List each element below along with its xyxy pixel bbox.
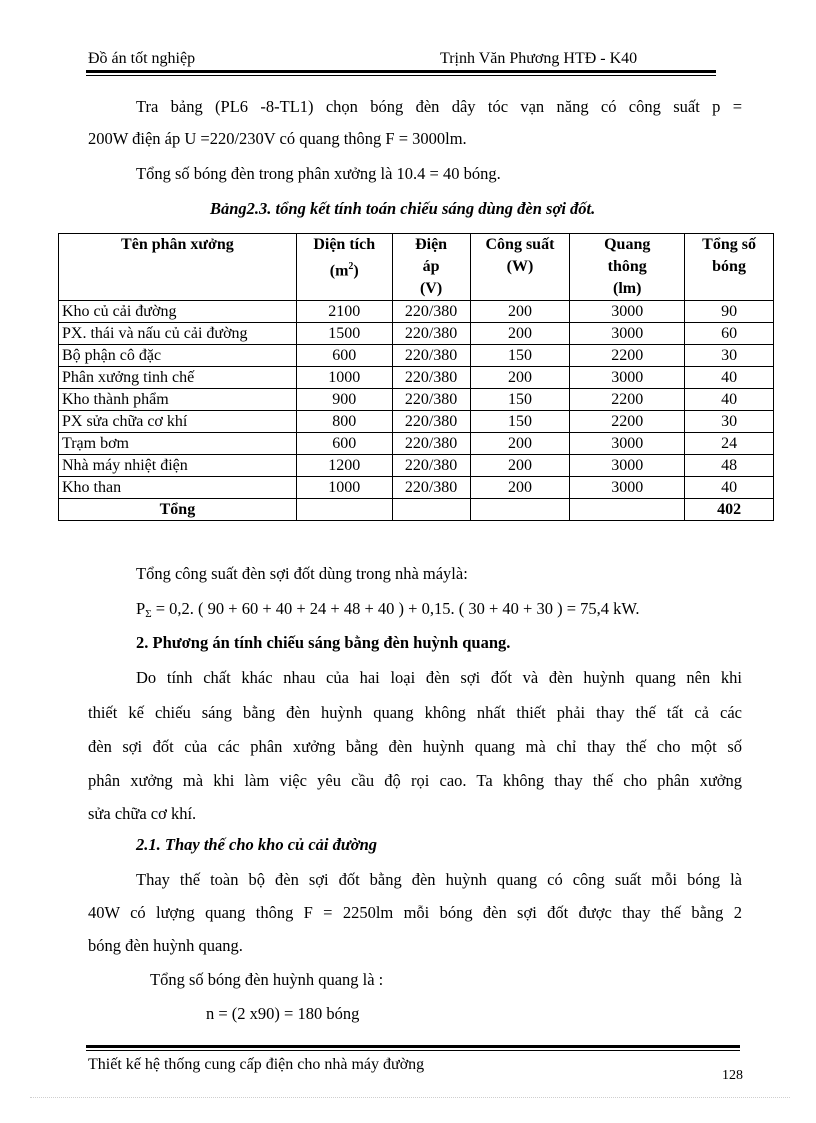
cell-workshop-name: PX sửa chữa cơ khí (59, 411, 297, 433)
cell-count: 30 (685, 411, 774, 433)
table-row (59, 389, 774, 411)
total-empty-voltage (392, 499, 470, 521)
cell-workshop-name: Nhà máy nhiệt điện (59, 455, 297, 477)
table-row (59, 477, 774, 499)
footer-text: Thiết kế hệ thống cung cấp điện cho nhà máy đường (88, 1056, 425, 1073)
cell-area: 2100 (296, 301, 392, 323)
cell-flux: 3000 (570, 477, 685, 499)
power-formula: $P_\Sigma = 0,2$. ( 90 + 60 + 40 + 24 + 48 + 40 ) + 0,15. ( 30 + 40 + 30 ) = 75,4 kW. (136, 599, 640, 620)
n-formula-line: n = (2 x90) = 180 bóng (206, 1004, 360, 1023)
total-empty-area (296, 499, 392, 521)
cell-workshop-name: PX. thái và nấu củ cải đường (59, 323, 297, 345)
page-bottom-dotted-border (30, 1097, 790, 1098)
cell-power: 200 (470, 455, 570, 477)
intro-line-3: Tổng số bóng đèn trong phân xưởng là 10.4 = 40 bóng. (136, 164, 501, 183)
col-header-voltage: Điện áp (V) (392, 234, 470, 301)
total-label: Tổng (59, 499, 297, 521)
header-right: Trịnh Văn Phương HTĐ - K40 (440, 50, 638, 67)
cell-count: 24 (685, 433, 774, 455)
page-number: 128 (722, 1068, 743, 1083)
table-caption: Bảng2.3. tổng kết tính toán chiếu sáng dùng đèn sợi đốt. (210, 199, 596, 218)
cell-workshop-name: Kho củ cải đường (59, 301, 297, 323)
cell-voltage: 220/380 (392, 367, 470, 389)
table-row (59, 323, 774, 345)
cell-workshop-name: Bộ phận cô đặc (59, 345, 297, 367)
para1-line-3: đèn sợi đốt của các phân xưởng bằng đèn huỳnh quang mà chỉ thay thế cho một số (88, 737, 742, 756)
header-rule-thick (86, 70, 716, 73)
para2-line-3: bóng đèn huỳnh quang. (88, 936, 243, 955)
para2-line-2: 40W có lượng quang thông F = 2250lm mỗi bóng đèn sợi đốt được thay thế bằng 2 (88, 903, 742, 922)
cell-flux: 2200 (570, 411, 685, 433)
cell-count: 48 (685, 455, 774, 477)
cell-workshop-name: Phân xưởng tinh chế (59, 367, 297, 389)
table-row (59, 345, 774, 367)
col-header-name: Tên phân xưởng (59, 234, 297, 301)
cell-flux: 3000 (570, 301, 685, 323)
cell-voltage: 220/380 (392, 455, 470, 477)
page-header (88, 50, 716, 72)
col-header-power: Công suất (W) (470, 234, 570, 301)
cell-power: 200 (470, 323, 570, 345)
cell-area: 600 (296, 433, 392, 455)
cell-power: 200 (470, 301, 570, 323)
cell-workshop-name: Kho thành phẩm (59, 389, 297, 411)
cell-workshop-name: Kho than (59, 477, 297, 499)
lighting-summary-table (58, 233, 774, 521)
table-row (59, 433, 774, 455)
cell-flux: 3000 (570, 433, 685, 455)
cell-power: 150 (470, 389, 570, 411)
footer-rule-thin (86, 1050, 740, 1051)
cell-power: 200 (470, 367, 570, 389)
cell-voltage: 220/380 (392, 345, 470, 367)
table-header-row (59, 234, 774, 301)
cell-count: 40 (685, 389, 774, 411)
para2-line-1: Thay thế toàn bộ đèn sợi đốt bằng đèn huỳnh quang có công suất mỗi bóng là (136, 870, 742, 889)
power-intro: Tổng công suất đèn sợi đốt dùng trong nhà máylà: (136, 564, 468, 583)
cell-workshop-name: Trạm bơm (59, 433, 297, 455)
cell-area: 600 (296, 345, 392, 367)
table-row (59, 301, 774, 323)
cell-voltage: 220/380 (392, 477, 470, 499)
header-left: Đồ án tốt nghiệp (88, 50, 196, 67)
cell-flux: 2200 (570, 345, 685, 367)
table-row (59, 367, 774, 389)
para1-line-1: Do tính chất khác nhau của hai loại đèn sợi đốt và đèn huỳnh quang nên khi (136, 668, 742, 687)
footer-rule-thick (86, 1045, 740, 1048)
total-empty-power (470, 499, 570, 521)
cell-power: 200 (470, 477, 570, 499)
total-empty-flux (570, 499, 685, 521)
intro-line-2: 200W điện áp U =220/230V có quang thông F = 3000lm. (88, 129, 467, 148)
cell-flux: 2200 (570, 389, 685, 411)
cell-flux: 3000 (570, 367, 685, 389)
cell-count: 90 (685, 301, 774, 323)
cell-area: 1000 (296, 477, 392, 499)
cell-count: 30 (685, 345, 774, 367)
cell-voltage: 220/380 (392, 389, 470, 411)
cell-voltage: 220/380 (392, 433, 470, 455)
cell-area: 1200 (296, 455, 392, 477)
cell-area: 1000 (296, 367, 392, 389)
header-rule-thin (86, 75, 716, 76)
para1-line-4: phân xưởng mà khi làm việc yêu cầu độ rọi cao. Ta không thay thế cho phân xưởng (88, 771, 742, 790)
cell-count: 60 (685, 323, 774, 345)
intro-line-1: Tra bảng (PL6 -8-TL1) chọn bóng đèn dây tóc vạn năng có công suất p = (136, 97, 742, 116)
fluorescent-count-line: Tổng số bóng đèn huỳnh quang là : (150, 970, 384, 989)
cell-area: 800 (296, 411, 392, 433)
col-header-count: Tổng số bóng (685, 234, 774, 301)
para1-line-5: sửa chữa cơ khí. (88, 804, 197, 823)
table-total-row (59, 499, 774, 521)
section-2-heading: 2. Phương án tính chiếu sáng bằng đèn huỳnh quang. (136, 633, 511, 652)
cell-area: 900 (296, 389, 392, 411)
col-header-area: Diện tích $(m^2)$ (296, 234, 392, 301)
cell-count: 40 (685, 477, 774, 499)
cell-area: 1500 (296, 323, 392, 345)
cell-count: 40 (685, 367, 774, 389)
total-count: 402 (685, 499, 774, 521)
cell-voltage: 220/380 (392, 301, 470, 323)
cell-power: 150 (470, 411, 570, 433)
cell-voltage: 220/380 (392, 411, 470, 433)
cell-power: 200 (470, 433, 570, 455)
table-row (59, 411, 774, 433)
para1-line-2: thiết kế chiếu sáng bằng đèn huỳnh quang không nhất thiết phải thay thế tất cả các (88, 703, 742, 722)
cell-power: 150 (470, 345, 570, 367)
cell-voltage: 220/380 (392, 323, 470, 345)
col-header-flux: Quang thông (lm) (570, 234, 685, 301)
cell-flux: 3000 (570, 455, 685, 477)
section-2-1-heading: 2.1. Thay thế cho kho củ cải đường (136, 835, 378, 854)
table-row (59, 455, 774, 477)
cell-flux: 3000 (570, 323, 685, 345)
